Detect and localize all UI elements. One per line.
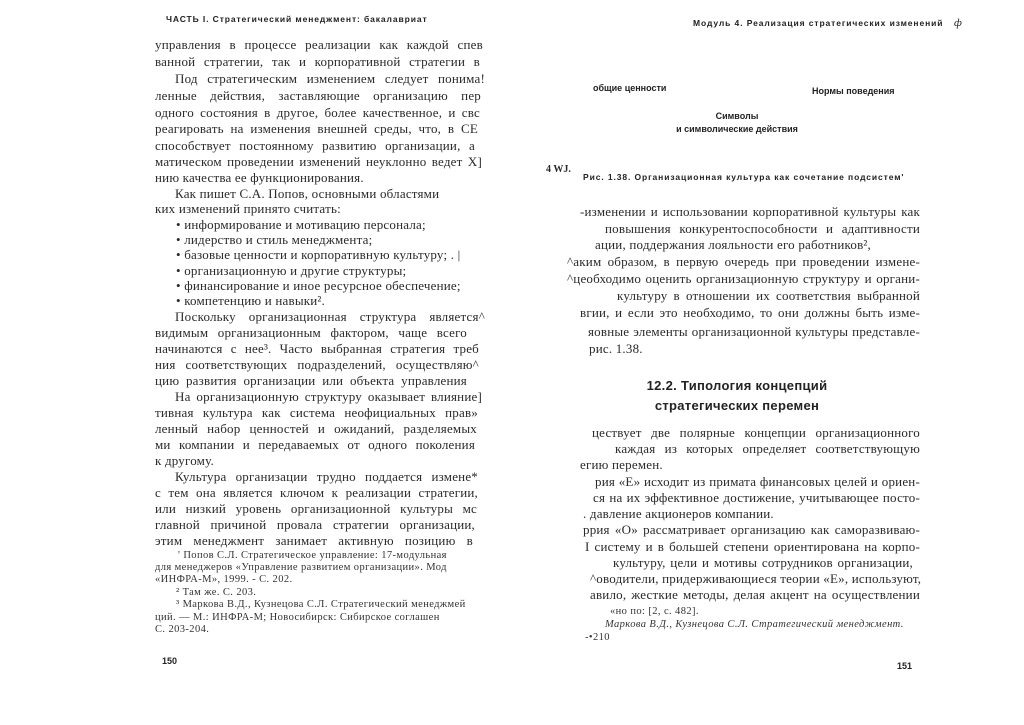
body-line: ленные действия, заставляющие организацию пер: [155, 88, 481, 103]
body-line: одного состояния в другое, более качественное, и свс: [155, 105, 480, 120]
footnote-line: «но по: [2, с. 482].: [610, 606, 699, 617]
body-line: . давление акционеров компании.: [583, 506, 774, 521]
body-line: главной причиной провала стратегии организации,: [155, 517, 475, 532]
body-line: повышения конкурентоспособности и адаптивности: [605, 221, 920, 236]
bullet-item: • компетенцию и навыки².: [176, 293, 325, 308]
footnote-line: ций. — М.: ИНФРА-М; Новосибирск: Сибирское соглашен: [155, 612, 440, 623]
body-line: Как пишет С.А. Попов, основными областями: [175, 186, 440, 201]
body-line: ся на их эффективное достижение, учитывающее посто-: [593, 490, 920, 505]
figure-caption: Рис. 1.38. Организационная культура как сочетание подсистем': [583, 172, 905, 182]
running-header-left: ЧАСТЬ I. Стратегический менеджмент: бакалавриат: [166, 14, 428, 24]
body-line: Культура организации трудно поддается измене*: [175, 469, 478, 484]
body-line: к другому.: [155, 453, 214, 468]
section-title: 12.2. Типология концепций: [646, 378, 828, 393]
body-line: ванной стратегии, так и корпоративной стратегии в: [155, 54, 480, 69]
body-line: ленный набор ценностей и ожиданий, разделяемых: [155, 421, 477, 436]
footnote-line: С. 203-204.: [155, 624, 210, 635]
figure-label-norms: Нормы поведения: [812, 86, 895, 96]
footnote-line: ² Там же. С. 203.: [176, 587, 257, 598]
page-number-left: 150: [162, 656, 178, 666]
body-line: видимым организационным фактором, чаще всего: [155, 325, 467, 340]
footnote-line: Маркова В.Д., Кузнецова С.Л. Стратегический менеджмент.: [605, 619, 904, 630]
body-line: ких изменений принято считать:: [155, 201, 341, 216]
body-line: матическом проведении изменений неуклонно ведет X]: [155, 154, 482, 169]
body-line: На организационную структуру оказывает влияние]: [175, 389, 482, 404]
body-line: ^аким образом, в первую очередь при проведении измене-: [567, 254, 920, 269]
bullet-item: • организационную и другие структуры;: [176, 263, 407, 278]
body-line: культуру в отношении их соответствия выбранной: [617, 288, 920, 303]
body-line: управления в процессе реализации как каждой спев: [155, 37, 483, 52]
body-line: егию перемен.: [580, 457, 663, 472]
figure-label-symbolic-actions: и символические действия: [676, 124, 798, 134]
footnote-line: -•210: [585, 632, 610, 643]
header-mark: ф: [954, 17, 963, 29]
body-line: яовные элементы организационной культуры представле-: [588, 324, 920, 339]
body-line: тивная культура как система неофициальных прав»: [155, 405, 478, 420]
body-line: ации, поддержания лояльности его работников²,: [595, 237, 871, 252]
body-line: ррия «О» рассматривает организацию как саморазвиваю-: [583, 522, 920, 537]
body-line: рия «Е» исходит из примата финансовых целей и ориен-: [595, 474, 920, 489]
body-line: ния соответствующих подразделений, осуществляю^: [155, 357, 479, 372]
section-title: стратегических перемен: [654, 398, 820, 413]
body-line: Под стратегическим изменением следует понима!: [175, 71, 485, 86]
body-line: этим менеджмент занимает активную позицию в: [155, 533, 473, 548]
bullet-item: • лидерство и стиль менеджмента;: [176, 232, 373, 247]
footnote-line: ' Попов С.Л. Стратегическое управление: 17-модульная: [178, 550, 447, 561]
page-number-right: 151: [897, 661, 913, 671]
body-line: способствует постоянному развитию организации, а: [155, 138, 475, 153]
running-header-right: Модуль 4. Реализация стратегических изменений: [693, 18, 944, 28]
figure-label-shared-values: общие ценности: [593, 83, 667, 93]
body-line: вгии, и если это необходимо, то они должны быть изме-: [580, 305, 920, 320]
footnote-line: «ИНФРА-М», 1999. - С. 202.: [155, 574, 293, 585]
body-line: I систему и в большей степени ориентирована на корпо-: [585, 539, 920, 554]
body-line: с тем она является ключом к реализации стратегии,: [155, 485, 478, 500]
body-line: начинаются с нее³. Часто выбранная стратегия треб: [155, 341, 479, 356]
body-line: ^цеобходимо оценить организационную структуру и органи-: [567, 271, 920, 286]
body-line: -изменении и использовании корпоративной культуры как: [580, 204, 920, 219]
body-line: рис. 1.38.: [589, 341, 643, 356]
bullet-item: • базовые ценности и корпоративную культуру; . |: [176, 247, 461, 262]
body-line: цествует две полярные концепции организационного: [592, 425, 920, 440]
body-line: Поскольку организационная структура является^: [175, 309, 485, 324]
body-line: цию развития организации или объекта управления: [155, 373, 467, 388]
bullet-item: • информирование и мотивацию персонала;: [176, 217, 426, 232]
body-line: нию качества ее функционирования.: [155, 170, 364, 185]
footnote-line: ³ Маркова В.Д., Кузнецова С.Л. Стратегический менеджмей: [176, 599, 466, 610]
figure-label-symbols: Символы: [715, 111, 759, 121]
body-line: или низкий уровень организационной культуры мс: [155, 501, 477, 516]
body-line: каждая из которых определяет соответствующую: [615, 441, 920, 456]
body-line: авило, жесткие методы, делая акцент на осуществлении: [590, 587, 920, 602]
body-line: ми компании и передаваемых от одного поколения: [155, 437, 475, 452]
bullet-item: • финансирование и иное ресурсное обеспечение;: [176, 278, 461, 293]
body-line: ^оводители, придерживающиеся теории «Е», используют,: [590, 571, 922, 586]
figure-side-mark: 4 WJ.: [546, 164, 571, 175]
body-line: культуру, цели и мотивы сотрудников организации,: [613, 555, 913, 570]
footnote-line: для менеджеров «Управление развитием организации». Мод: [155, 562, 447, 573]
body-line: реагировать на изменения внешней среды, что, в CE: [155, 121, 478, 136]
